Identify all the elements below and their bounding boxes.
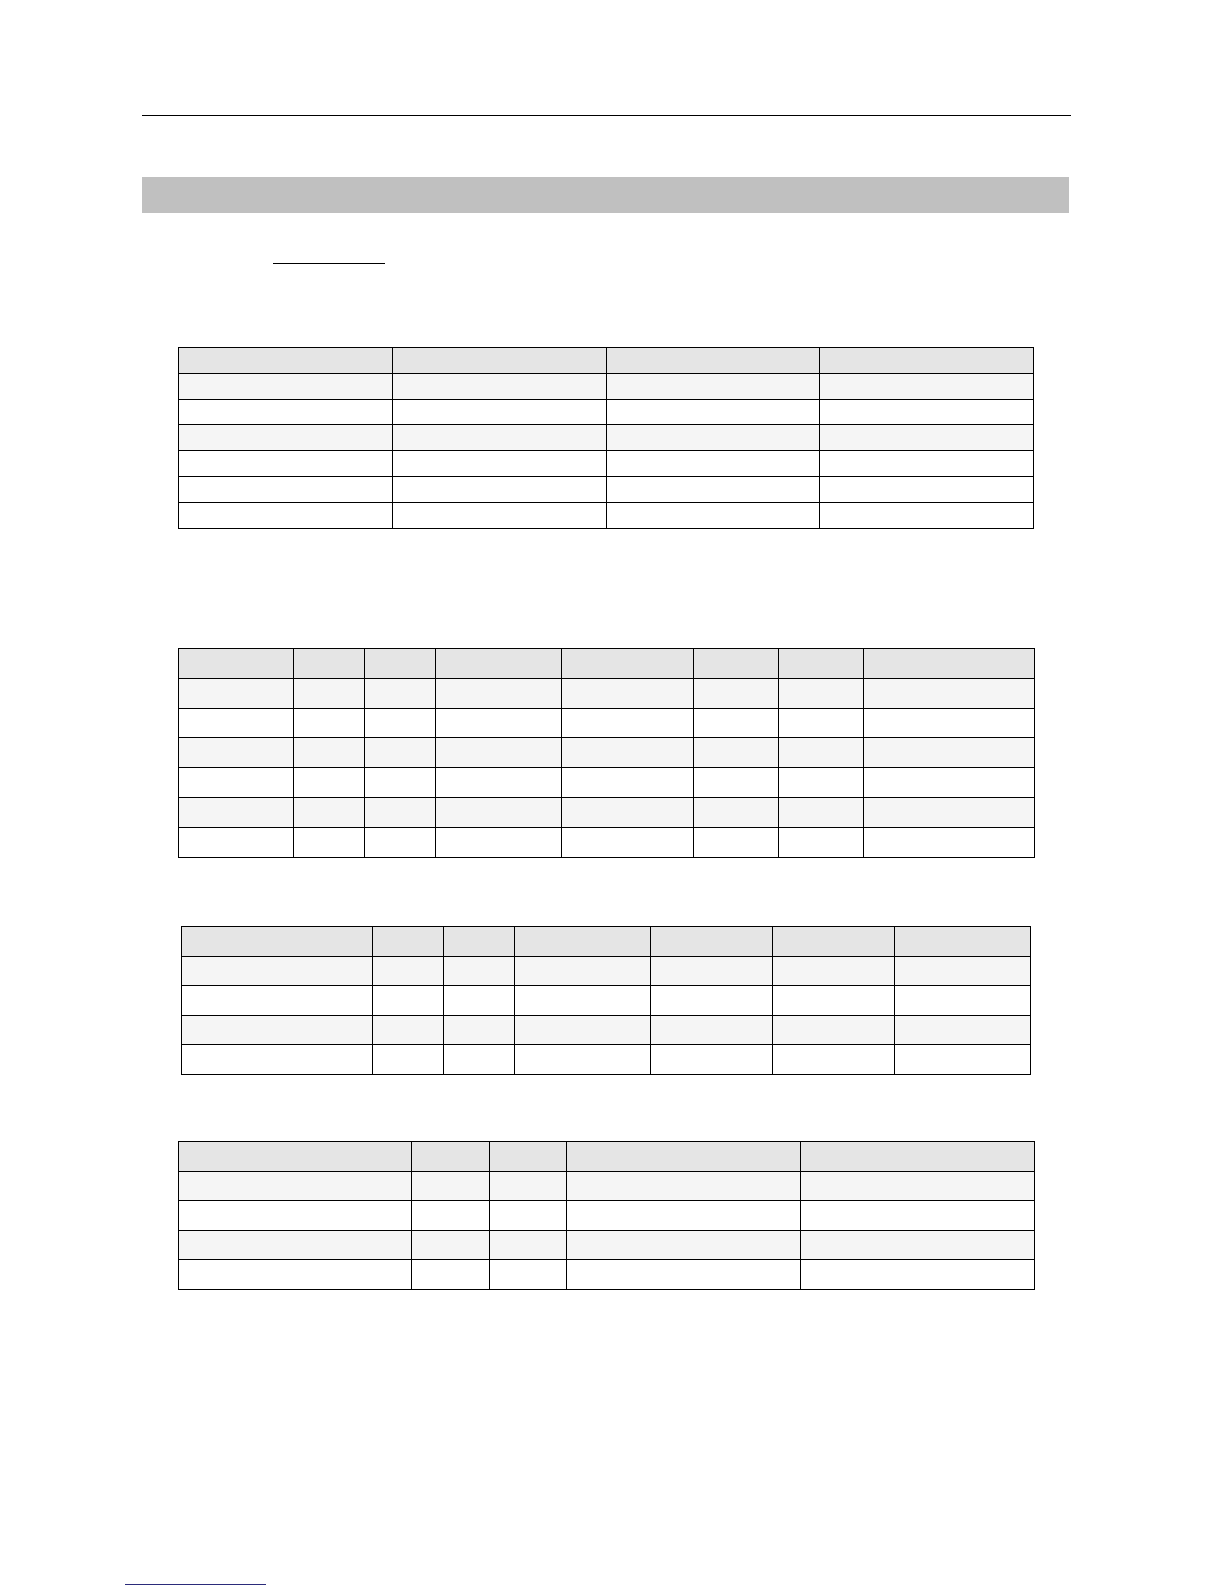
table-row <box>179 1260 1035 1290</box>
table-cell <box>179 768 294 798</box>
table-header-row <box>179 649 1035 679</box>
table-cell <box>562 738 694 768</box>
table-cell <box>179 1260 412 1290</box>
table-cell <box>567 1201 801 1231</box>
table-cell <box>392 476 606 502</box>
table-cell <box>179 827 294 857</box>
table-cell <box>365 827 436 857</box>
table-cell <box>606 476 820 502</box>
header-cell <box>294 649 365 679</box>
table-cell <box>820 502 1034 528</box>
table-cell <box>864 827 1035 857</box>
table-cell <box>864 768 1035 798</box>
table-header-row <box>179 348 1034 374</box>
table-cell <box>436 708 562 738</box>
header-cell <box>694 649 779 679</box>
table-cell <box>365 768 436 798</box>
table-cell <box>182 1045 373 1075</box>
table-cell <box>444 1045 515 1075</box>
table-row <box>179 373 1034 399</box>
table-cell <box>773 956 895 986</box>
table-cell <box>179 399 393 425</box>
table-cell <box>294 827 365 857</box>
table-cell <box>820 425 1034 451</box>
table-row <box>179 827 1035 857</box>
table-cell <box>182 986 373 1016</box>
table-cell <box>651 986 773 1016</box>
table-cell <box>562 797 694 827</box>
table-cell <box>567 1171 801 1201</box>
table-cell <box>490 1260 567 1290</box>
table-cell <box>490 1171 567 1201</box>
table-cell <box>562 678 694 708</box>
table-cell <box>515 956 651 986</box>
table-cell <box>694 768 779 798</box>
table-row <box>179 1201 1035 1231</box>
table-cell <box>373 1015 444 1045</box>
table-cell <box>773 1015 895 1045</box>
table-row <box>182 986 1031 1016</box>
table-cell <box>895 1045 1031 1075</box>
header-rule <box>142 115 1071 116</box>
table-cell <box>392 451 606 477</box>
table-cell <box>392 373 606 399</box>
header-cell <box>365 649 436 679</box>
header-cell <box>779 649 864 679</box>
table-cell <box>779 738 864 768</box>
table-cell <box>294 708 365 738</box>
table-row <box>179 451 1034 477</box>
table-cell <box>779 708 864 738</box>
table-cell <box>179 425 393 451</box>
table-row <box>182 956 1031 986</box>
table-cell <box>515 986 651 1016</box>
header-cell <box>412 1142 490 1172</box>
header-cell <box>436 649 562 679</box>
table-cell <box>864 708 1035 738</box>
header-cell <box>179 1142 412 1172</box>
table-row <box>179 399 1034 425</box>
table-row <box>179 502 1034 528</box>
header-cell <box>773 927 895 957</box>
table-cell <box>694 797 779 827</box>
table-cell <box>392 425 606 451</box>
table-cell <box>182 1015 373 1045</box>
table-cell <box>182 956 373 986</box>
table-4 <box>178 1141 1035 1290</box>
table-cell <box>606 451 820 477</box>
table-cell <box>779 768 864 798</box>
table-cell <box>606 425 820 451</box>
table-row <box>179 738 1035 768</box>
table-cell <box>365 678 436 708</box>
header-cell <box>895 927 1031 957</box>
table-cell <box>895 986 1031 1016</box>
reference-link[interactable] <box>273 257 385 264</box>
table-cell <box>412 1201 490 1231</box>
header-cell <box>651 927 773 957</box>
table-cell <box>444 956 515 986</box>
table-cell <box>606 399 820 425</box>
table-row <box>179 678 1035 708</box>
table-cell <box>412 1171 490 1201</box>
table-cell <box>651 1015 773 1045</box>
header-cell <box>490 1142 567 1172</box>
table-row <box>179 768 1035 798</box>
table-2 <box>178 648 1035 858</box>
table-cell <box>490 1230 567 1260</box>
table-cell <box>606 373 820 399</box>
table-cell <box>820 476 1034 502</box>
table-cell <box>562 708 694 738</box>
table-cell <box>294 797 365 827</box>
table-cell <box>365 708 436 738</box>
header-cell <box>567 1142 801 1172</box>
table-cell <box>651 956 773 986</box>
table-cell <box>820 451 1034 477</box>
table-cell <box>179 451 393 477</box>
table-cell <box>694 708 779 738</box>
table-cell <box>895 956 1031 986</box>
table-cell <box>412 1230 490 1260</box>
table-cell <box>436 827 562 857</box>
table-cell <box>436 678 562 708</box>
header-cell <box>820 348 1034 374</box>
table-row <box>179 1171 1035 1201</box>
table-cell <box>436 797 562 827</box>
section-heading-bar <box>142 177 1069 213</box>
table-cell <box>820 399 1034 425</box>
header-cell <box>392 348 606 374</box>
table-cell <box>412 1260 490 1290</box>
table-cell <box>694 678 779 708</box>
table-cell <box>179 373 393 399</box>
table-cell <box>606 502 820 528</box>
table-cell <box>179 476 393 502</box>
table-cell <box>294 738 365 768</box>
table-cell <box>779 827 864 857</box>
table-header-row <box>179 1142 1035 1172</box>
header-cell <box>373 927 444 957</box>
table-cell <box>294 768 365 798</box>
header-cell <box>515 927 651 957</box>
table-cell <box>562 827 694 857</box>
table-3 <box>181 926 1031 1075</box>
table-cell <box>490 1201 567 1231</box>
table-row <box>179 1230 1035 1260</box>
table-cell <box>651 1045 773 1075</box>
table-cell <box>179 1230 412 1260</box>
header-cell <box>801 1142 1035 1172</box>
table-row <box>179 476 1034 502</box>
table-cell <box>294 678 365 708</box>
table-cell <box>773 1045 895 1075</box>
table-cell <box>365 738 436 768</box>
table-cell <box>436 738 562 768</box>
table-cell <box>694 827 779 857</box>
table-cell <box>392 502 606 528</box>
table-cell <box>801 1171 1035 1201</box>
table-cell <box>179 1171 412 1201</box>
table-cell <box>801 1260 1035 1290</box>
table-cell <box>515 1045 651 1075</box>
table-cell <box>864 738 1035 768</box>
header-cell <box>182 927 373 957</box>
header-cell <box>606 348 820 374</box>
table-cell <box>801 1230 1035 1260</box>
table-cell <box>179 1201 412 1231</box>
table-cell <box>179 797 294 827</box>
link-underline-start <box>273 263 285 264</box>
table-1 <box>178 347 1034 529</box>
table-cell <box>562 768 694 798</box>
table-cell <box>515 1015 651 1045</box>
table-cell <box>392 399 606 425</box>
table-cell <box>773 986 895 1016</box>
table-cell <box>179 738 294 768</box>
table-cell <box>567 1260 801 1290</box>
table-cell <box>373 986 444 1016</box>
table-cell <box>436 768 562 798</box>
table-cell <box>864 678 1035 708</box>
table-cell <box>179 502 393 528</box>
table-cell <box>779 797 864 827</box>
table-cell <box>779 678 864 708</box>
table-header-row <box>182 927 1031 957</box>
table-cell <box>820 373 1034 399</box>
table-cell <box>864 797 1035 827</box>
header-cell <box>179 649 294 679</box>
table-cell <box>373 956 444 986</box>
table-cell <box>895 1015 1031 1045</box>
table-cell <box>444 986 515 1016</box>
table-row <box>179 425 1034 451</box>
header-cell <box>444 927 515 957</box>
table-row <box>179 797 1035 827</box>
table-cell <box>365 797 436 827</box>
table-cell <box>179 678 294 708</box>
table-row <box>182 1015 1031 1045</box>
table-cell <box>801 1201 1035 1231</box>
header-cell <box>562 649 694 679</box>
table-row <box>179 708 1035 738</box>
table-cell <box>444 1015 515 1045</box>
header-cell <box>864 649 1035 679</box>
table-cell <box>373 1045 444 1075</box>
header-cell <box>179 348 393 374</box>
table-cell <box>694 738 779 768</box>
table-cell <box>567 1230 801 1260</box>
table-cell <box>179 708 294 738</box>
table-row <box>182 1045 1031 1075</box>
